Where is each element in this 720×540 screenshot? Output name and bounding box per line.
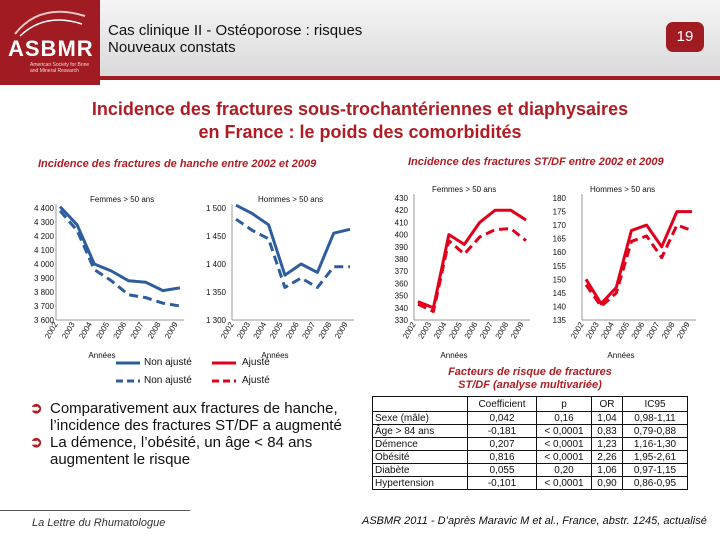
table-cell: -0,181	[468, 425, 537, 438]
table-cell: < 0,0001	[537, 425, 592, 438]
y-tick-label: 155	[552, 261, 566, 271]
incidence-charts	[0, 170, 720, 370]
y-tick-label: 4 200	[33, 232, 54, 241]
x-tick-label: 2002	[569, 320, 586, 341]
table-cell: 1,06	[592, 464, 623, 477]
slide-title	[0, 98, 720, 144]
table-cell: Obésité	[373, 451, 468, 464]
bullet-item	[30, 434, 350, 468]
slide-title-line2: en France : le poids des comorbidités	[198, 122, 522, 142]
table-row	[373, 438, 688, 451]
table-cell: 1,04	[592, 412, 623, 425]
x-axis-title: Années	[261, 351, 289, 360]
header-title-line1: Cas clinique II - Ostéoporose : risques	[108, 22, 363, 39]
page-number-badge: 19	[666, 22, 704, 52]
y-tick-label: 145	[552, 288, 566, 298]
x-tick-label: 2004	[77, 320, 95, 341]
journal-footer	[0, 510, 190, 535]
arrow-icon: ➲	[30, 434, 43, 451]
logo-swirl-icon	[10, 6, 90, 38]
chart-legend	[108, 354, 368, 394]
column-header: IC95	[623, 397, 688, 412]
column-header: OR	[592, 397, 623, 412]
y-tick-label: 1 300	[205, 316, 226, 325]
table-row	[373, 464, 688, 477]
column-header	[373, 397, 468, 412]
risk-factors-title-line2: ST/DF (analyse multivariée)	[458, 379, 602, 391]
x-tick-label: 2009	[509, 320, 526, 341]
panel-title: Femmes > 50 ans	[432, 185, 497, 194]
st-fracture-subtitle: Incidence des fractures ST/DF entre 2002 et 2009	[408, 156, 664, 168]
x-tick-label: 2005	[447, 320, 465, 341]
legend-adjusted-label: Ajusté	[242, 357, 270, 368]
risk-factors-title-line1: Facteurs de risque de fractures	[448, 366, 612, 378]
x-tick-label: 2007	[128, 320, 146, 341]
column-header: Coefficient	[468, 397, 537, 412]
header-stripe	[100, 76, 720, 80]
y-tick-label: 1 350	[205, 288, 226, 297]
table-cell: 0,97-1,15	[623, 464, 688, 477]
y-tick-label: 180	[552, 194, 566, 203]
x-tick-label: 2006	[111, 320, 129, 341]
table-row	[373, 425, 688, 438]
x-axis-title: Années	[440, 351, 468, 360]
table-cell: 0,042	[468, 412, 537, 425]
y-tick-label: 430	[394, 194, 408, 203]
table-cell: 0,207	[468, 438, 537, 451]
legend-non-adjusted-label: Non ajusté	[144, 357, 192, 368]
table-cell: 0,055	[468, 464, 537, 477]
y-tick-label: 360	[394, 279, 408, 289]
panel-title: Hommes > 50 ans	[258, 195, 324, 204]
table-cell: Âge > 84 ans	[373, 425, 468, 438]
y-tick-label: 3 900	[33, 274, 54, 283]
x-tick-label: 2008	[145, 320, 163, 341]
asbmr-logo	[0, 0, 100, 85]
y-tick-label: 165	[552, 234, 566, 244]
adjusted-series-line	[236, 219, 350, 287]
x-tick-label: 2002	[43, 320, 60, 341]
y-tick-label: 4 000	[33, 260, 54, 269]
table-row	[373, 477, 688, 490]
x-tick-label: 2007	[644, 320, 662, 341]
x-tick-label: 2007	[300, 320, 318, 341]
non-adjusted-series-line	[586, 212, 692, 304]
bullet-text: Comparativement aux fractures de hanche, l’incidence des fractures ST/DF a augmenté	[50, 400, 342, 434]
x-tick-label: 2006	[462, 320, 480, 341]
y-tick-label: 420	[394, 206, 408, 216]
y-tick-label: 330	[394, 316, 408, 325]
table-cell: 0,20	[537, 464, 592, 477]
table-cell: 1,23	[592, 438, 623, 451]
x-tick-label: 2009	[675, 320, 692, 341]
x-tick-label: 2008	[493, 320, 511, 341]
table-cell: < 0,0001	[537, 438, 592, 451]
y-tick-label: 3 600	[33, 316, 54, 325]
table-row	[373, 412, 688, 425]
x-tick-label: 2005	[267, 320, 285, 341]
logo-text: ASBMR	[8, 36, 94, 61]
table-cell: < 0,0001	[537, 451, 592, 464]
table-cell: 2,26	[592, 451, 623, 464]
table-cell: 0,816	[468, 451, 537, 464]
table-cell: < 0,0001	[537, 477, 592, 490]
adjusted-series-line	[586, 225, 692, 306]
table-cell: 1,16-1,30	[623, 438, 688, 451]
table-cell: 0,16	[537, 412, 592, 425]
bullet-item	[30, 400, 350, 434]
arrow-icon: ➲	[30, 400, 43, 417]
risk-factors-table	[372, 396, 688, 490]
x-tick-label: 2006	[284, 320, 301, 341]
x-tick-label: 2004	[431, 320, 449, 341]
table-cell: 0,86-0,95	[623, 477, 688, 490]
x-tick-label: 2005	[94, 320, 112, 341]
table-cell: Hypertension	[373, 477, 468, 490]
y-tick-label: 4 400	[33, 204, 54, 213]
table-cell: 1,95-2,61	[623, 451, 688, 464]
table-cell: -0,101	[468, 477, 537, 490]
x-tick-label: 2003	[584, 320, 601, 341]
panel-title: Femmes > 50 ans	[90, 195, 155, 204]
table-cell: 0,83	[592, 425, 623, 438]
y-tick-label: 370	[394, 267, 408, 277]
x-tick-label: 2002	[219, 320, 236, 341]
y-tick-label: 3 800	[33, 288, 54, 297]
y-tick-label: 400	[394, 230, 408, 240]
x-tick-label: 2009	[163, 320, 180, 341]
y-tick-label: 340	[394, 303, 408, 313]
slide-title-line1: Incidence des fractures sous-trochantériennes et diaphysaires	[91, 99, 629, 119]
x-tick-label: 2006	[629, 320, 647, 341]
non-adjusted-series-line	[60, 207, 180, 291]
column-header: p	[537, 397, 592, 412]
y-tick-label: 175	[552, 207, 566, 217]
x-axis-title: Années	[88, 351, 116, 360]
slide-header-title	[108, 22, 362, 56]
x-tick-label: 2009	[333, 320, 350, 341]
table-cell: 0,98-1,11	[623, 412, 688, 425]
logo-subtext: American Society for Bone and Mineral Research	[30, 62, 90, 74]
y-tick-label: 150	[552, 275, 566, 285]
x-tick-label: 2008	[659, 320, 677, 341]
panel-title: Hommes > 50 ans	[590, 185, 656, 194]
y-tick-label: 170	[552, 221, 566, 231]
risk-factors-title	[372, 366, 688, 392]
y-tick-label: 1 500	[205, 204, 226, 213]
x-tick-label: 2008	[316, 320, 334, 341]
table-cell: Sexe (mâle)	[373, 412, 468, 425]
x-tick-label: 2003	[60, 320, 77, 341]
hip-fracture-subtitle: Incidence des fractures de hanche entre 2002 et 2009	[38, 158, 317, 170]
x-axis-title: Années	[607, 351, 635, 360]
bullet-text: La démence, l’obésité, un âge < 84 ans augmentent le risque	[50, 434, 313, 468]
x-tick-label: 2003	[235, 320, 253, 341]
table-cell: Diabète	[373, 464, 468, 477]
non-adjusted-series-line	[236, 205, 350, 275]
x-tick-label: 2004	[251, 320, 269, 341]
y-tick-label: 4 300	[33, 218, 54, 227]
x-tick-label: 2002	[401, 320, 418, 341]
y-tick-label: 4 100	[33, 246, 54, 255]
source-footer: ASBMR 2011 - D’après Maravic M et al., France, abstr. 1245, actualisé	[362, 515, 707, 527]
journal-name: La Lettre du Rhumatologue	[32, 517, 166, 529]
y-tick-label: 380	[394, 255, 408, 264]
x-tick-label: 2007	[478, 320, 495, 341]
table-cell: Démence	[373, 438, 468, 451]
key-findings-list	[30, 400, 350, 468]
table-row	[373, 451, 688, 464]
legend-non-adjusted-label-2: Non ajusté	[144, 375, 192, 386]
table-cell: 0,90	[592, 477, 623, 490]
y-tick-label: 160	[552, 248, 566, 258]
y-tick-label: 410	[394, 218, 408, 228]
non-adjusted-series-line	[418, 210, 526, 308]
y-tick-label: 390	[394, 242, 408, 252]
y-tick-label: 1 450	[205, 232, 226, 241]
y-tick-label: 3 700	[33, 302, 54, 311]
table-header-row	[373, 397, 688, 412]
y-tick-label: 140	[552, 302, 566, 312]
legend-adjusted-label-2: Ajusté	[242, 375, 270, 386]
y-tick-label: 1 400	[205, 260, 226, 269]
table-cell: 0,79-0,88	[623, 425, 688, 438]
y-tick-label: 350	[394, 291, 408, 301]
y-tick-label: 135	[552, 316, 566, 325]
header-title-line2: Nouveaux constats	[108, 39, 236, 56]
x-tick-label: 2003	[416, 320, 434, 341]
x-tick-label: 2005	[614, 320, 632, 341]
x-tick-label: 2004	[599, 320, 617, 341]
